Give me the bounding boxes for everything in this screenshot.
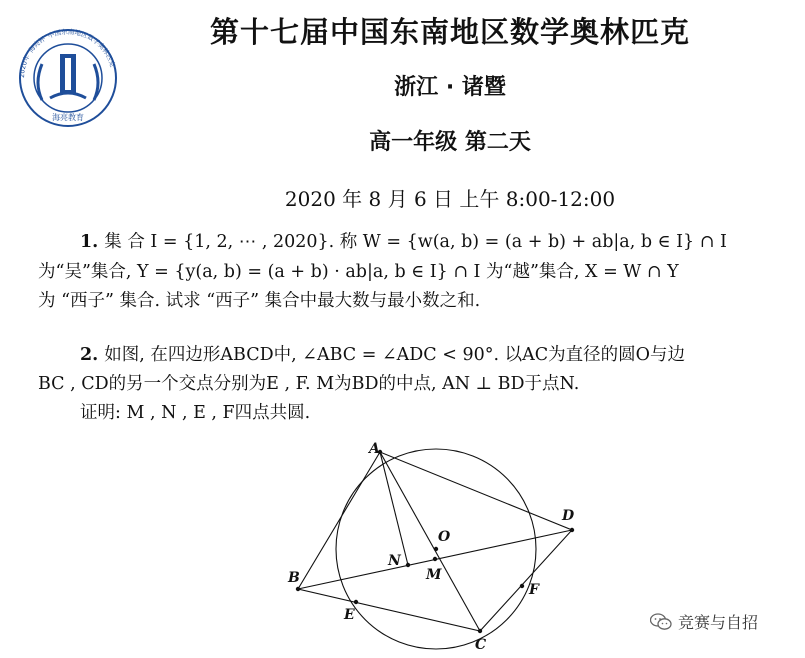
label-b: B bbox=[288, 570, 300, 586]
label-d: D bbox=[562, 508, 575, 524]
label-o: O bbox=[438, 529, 451, 545]
label-e: E bbox=[344, 607, 355, 623]
watermark-text: 竞赛与自招 bbox=[678, 613, 759, 632]
point-f bbox=[520, 584, 524, 588]
diagonal-ac bbox=[380, 452, 480, 631]
organizer-logo bbox=[12, 28, 124, 128]
problem-1-line-2: 为“吴”集合, Y = {y(a, b) = (a + b) · ab|a, b ∈ I} ∩ I 为“越”集合, X = W ∩ Y bbox=[38, 262, 679, 282]
wechat-icon bbox=[650, 613, 672, 631]
grade-day: 高一年级 第二天 bbox=[369, 130, 531, 155]
label-c: C bbox=[475, 637, 487, 653]
segment-an bbox=[380, 452, 408, 565]
problem-2-line-3: 证明: M , N , E , F四点共圆. bbox=[80, 403, 311, 423]
label-a: A bbox=[369, 441, 380, 457]
logo-ring-text: 2020年“海亮杯”中国东南地区数学奥林匹克 bbox=[17, 28, 117, 79]
point-d bbox=[570, 528, 574, 532]
label-n: N bbox=[388, 553, 401, 569]
exam-datetime: 2020 年 8 月 6 日 上午 8:00-12:00 bbox=[284, 187, 616, 211]
point-c bbox=[478, 629, 482, 633]
problem-1-number: 1. bbox=[80, 232, 99, 252]
point-b bbox=[296, 587, 300, 591]
problem-1-line-1 bbox=[80, 227, 805, 257]
geometry-figure bbox=[270, 438, 590, 657]
quadrilateral-abcd bbox=[298, 452, 572, 631]
label-f: F bbox=[529, 582, 539, 598]
point-m bbox=[433, 557, 437, 561]
point-e bbox=[354, 600, 358, 604]
problem-2-text-1: 如图, 在四边形ABCD中, ∠ABC = ∠ADC < 90°. 以AC为直径的圆O与边 bbox=[104, 345, 685, 365]
problem-2-number: 2. bbox=[80, 345, 99, 365]
problem-2-line-1 bbox=[80, 340, 805, 370]
problem-2-line-2: BC , CD的另一个交点分别为E , F. M为BD的中点, AN ⊥ BD于点N. bbox=[38, 374, 580, 394]
label-m: M bbox=[426, 567, 442, 583]
competition-location: 浙江 · 诸暨 bbox=[394, 75, 506, 100]
watermark bbox=[650, 610, 758, 633]
competition-title: 第十七届中国东南地区数学奥林匹克 bbox=[209, 15, 690, 49]
point-o bbox=[434, 547, 438, 551]
logo-bottom-text: 海亮教育 bbox=[52, 113, 84, 122]
point-n bbox=[406, 563, 410, 567]
problem-1-line-3: 为 “西子” 集合. 试求 “西子” 集合中最大数与最小数之和. bbox=[38, 291, 481, 311]
problem-1-text-1: 集 合 I = {1, 2, ⋯ , 2020}. 称 W = {w(a, b) = (a + b) + ab|a, b ∈ I} ∩ I bbox=[104, 232, 727, 252]
